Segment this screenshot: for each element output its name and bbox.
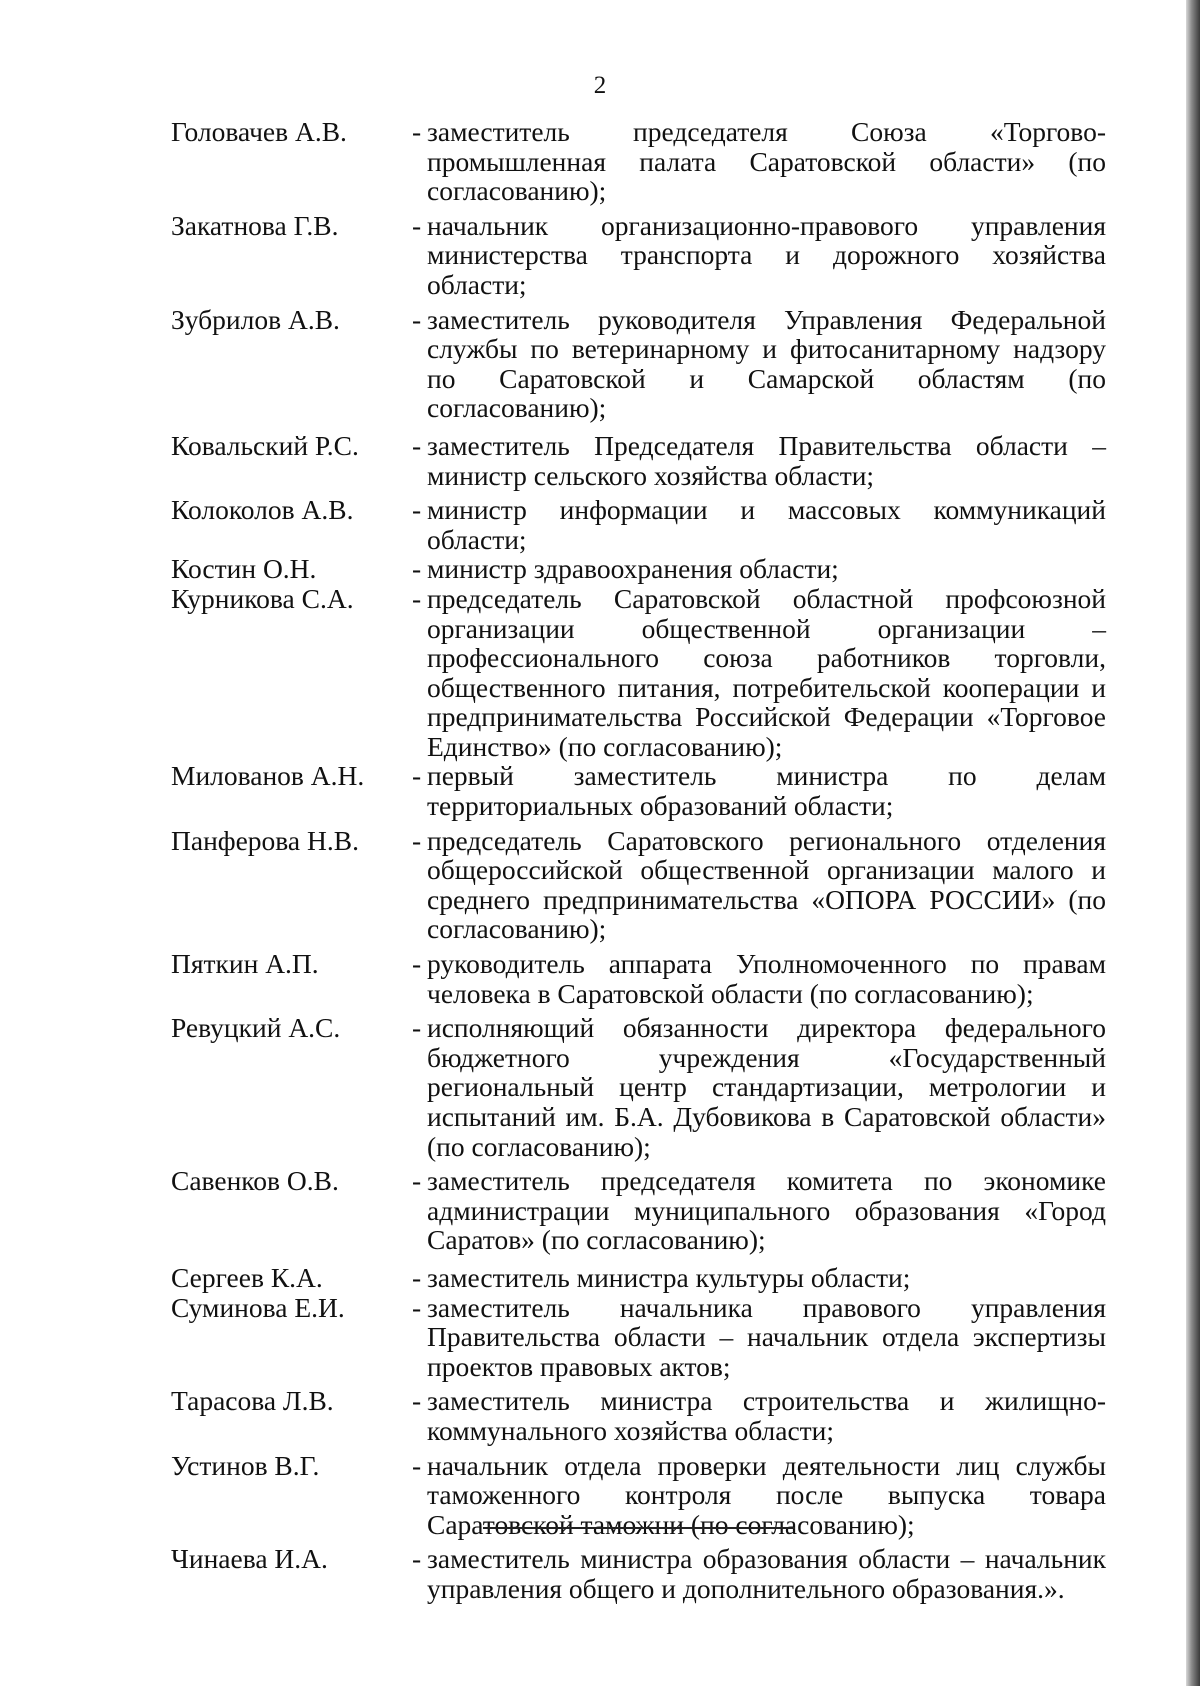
member-name: Ревуцкий А.С. <box>171 1012 341 1044</box>
member-position: председатель Саратовского регионального отделения общероссийской общественной организации малого и среднего предпринимательства «ОПОРА РОССИИ» (по согласованию); <box>427 824 1106 945</box>
member-position: министр информации и массовых коммуникаций области; <box>427 494 1106 555</box>
dash: - <box>412 760 422 792</box>
member-position: начальник организационно-правового управления министерства транспорта и дорожного хозяйства области; <box>427 209 1106 300</box>
member-name: Зубрилов А.В. <box>171 303 340 335</box>
dash: - <box>412 1385 422 1417</box>
dash: - <box>412 1165 422 1197</box>
dash: - <box>412 1449 422 1481</box>
closing-rule <box>483 1527 795 1529</box>
member-name: Савенков О.В. <box>171 1165 339 1197</box>
dash: - <box>412 429 422 461</box>
list-item <box>171 1013 1106 1161</box>
member-position: министр здравоохранения области; <box>427 553 839 585</box>
list-item <box>171 495 1106 554</box>
list-item <box>171 431 1106 490</box>
member-position: первый заместитель министра по делам территориальных образований области; <box>427 760 1106 822</box>
member-name: Суминова Е.И. <box>171 1291 345 1323</box>
dash: - <box>412 948 422 980</box>
list-item <box>171 1263 1106 1293</box>
member-name: Чинаева И.А. <box>171 1543 328 1575</box>
list-item <box>171 1166 1106 1255</box>
dash: - <box>412 209 422 241</box>
list-item <box>171 117 1106 206</box>
list-item <box>171 305 1106 423</box>
dash: - <box>412 1261 422 1293</box>
list-item <box>171 584 1106 762</box>
member-name: Тарасова Л.В. <box>171 1385 334 1417</box>
member-name: Головачев А.В. <box>171 116 347 147</box>
member-position: заместитель руководителя Управления Федеральной службы по ветеринарному и фитосанитарному надзору по Саратовской и Самарской областям (по согласованию); <box>427 303 1106 424</box>
member-name: Костин О.Н. <box>171 553 317 585</box>
list-item <box>171 554 1106 584</box>
dash: - <box>412 303 422 335</box>
member-name: Панферова Н.В. <box>171 824 359 856</box>
dash: - <box>412 494 422 526</box>
member-position: заместитель министра образования области – начальник управления общего и дополнительного образования.». <box>427 1543 1106 1604</box>
member-name: Колоколов А.В. <box>171 494 354 526</box>
list-item <box>171 949 1106 1008</box>
member-name: Устинов В.Г. <box>171 1449 320 1481</box>
member-position: исполняющий обязанности директора федерального бюджетного учреждения «Государственный региональный центр стандартизации, метрологии и испытаний им. Б.А. Дубовикова в Саратовской области» (по согласованию); <box>427 1012 1106 1162</box>
member-position: заместитель министра культуры области; <box>427 1261 911 1293</box>
dash: - <box>412 1291 422 1323</box>
dash: - <box>412 1543 422 1575</box>
member-position: председатель Саратовской областной профсоюзной организации общественной организации – профессионального союза работников торговли, общественного питания, потребительской кооперации и предпринимательства Российской Федерации «Торговое Единство» (по согласованию); <box>427 582 1106 762</box>
dash: - <box>412 553 422 585</box>
list-item <box>171 761 1106 820</box>
member-position: заместитель председателя комитета по экономике администрации муниципального образования «Город Саратов» (по согласованию); <box>427 1165 1106 1256</box>
list-item <box>171 211 1106 300</box>
list-item <box>171 826 1106 944</box>
member-position: заместитель министра строительства и жилищно-коммунального хозяйства области; <box>427 1385 1106 1446</box>
dash: - <box>412 1012 422 1044</box>
member-name: Пяткин А.П. <box>171 948 319 980</box>
member-position: заместитель председателя Союза «Торгово-промышленная палата Саратовской области» (по согласованию); <box>427 116 1106 207</box>
member-name: Милованов А.Н. <box>171 760 365 792</box>
member-name: Ковальский Р.С. <box>171 429 359 461</box>
list-item <box>171 1293 1106 1382</box>
member-position: заместитель Председателя Правительства области – министр сельского хозяйства области; <box>427 429 1106 491</box>
list-item <box>171 1544 1106 1603</box>
dash: - <box>412 116 422 147</box>
member-position: начальник отдела проверки деятельности лиц службы таможенного контроля после выпуска товара Саратовской таможни (по согласованию); <box>427 1449 1106 1540</box>
page-number: 2 <box>593 72 607 99</box>
member-position: заместитель начальника правового управления Правительства области – начальник отдела экспертизы проектов правовых актов; <box>427 1291 1106 1382</box>
member-name: Курникова С.А. <box>171 582 354 614</box>
member-position: руководитель аппарата Уполномоченного по правам человека в Саратовской области (по согласованию); <box>427 948 1106 1009</box>
member-name: Сергеев К.А. <box>171 1261 323 1293</box>
list-item <box>171 1386 1106 1445</box>
member-name: Закатнова Г.В. <box>171 209 339 241</box>
member-list <box>171 117 1106 1604</box>
dash: - <box>412 582 422 614</box>
list-item <box>171 1451 1106 1540</box>
dash: - <box>412 824 422 856</box>
scan-edge-shadow <box>1186 0 1200 1686</box>
